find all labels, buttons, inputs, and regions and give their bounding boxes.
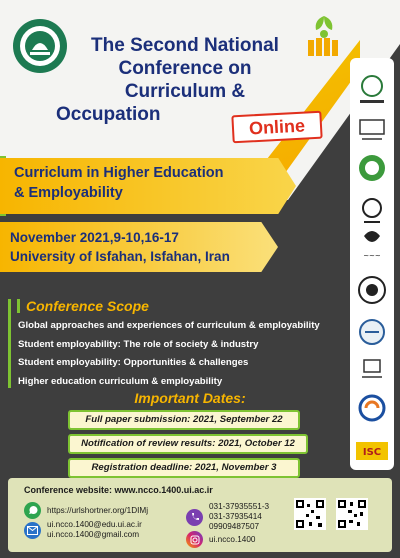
phone-number: 09909487507 <box>209 522 260 531</box>
instagram-contact[interactable] <box>186 531 255 548</box>
subtitle-line-1: Curriclum in Higher Education <box>14 165 224 181</box>
scope-divider <box>8 310 11 388</box>
subtitle-line-2: & Employability <box>14 185 123 201</box>
event-dates: November 2021,9-10,16-17 <box>10 230 179 245</box>
scope-item: Student employability: The role of society & industry <box>18 338 259 350</box>
phone-contact <box>186 502 269 532</box>
email-secondary[interactable]: ui.ncco.1400@gmail.com <box>47 530 140 539</box>
sponsor-logo-1-icon <box>360 76 384 103</box>
phone-number: 031-37935414 <box>209 512 262 521</box>
scope-heading <box>8 294 149 318</box>
event-info <box>10 228 280 266</box>
title-line-1: The Second National <box>91 35 279 56</box>
sponsor-logo-8-icon <box>362 360 382 378</box>
sponsor-logo-3-icon <box>359 155 385 181</box>
sponsor-logo-7-icon <box>360 320 384 344</box>
title-line-2: Conference on <box>118 58 252 79</box>
email-icon <box>24 522 41 539</box>
sponsor-logo-4-icon <box>363 199 381 222</box>
svg-text:ISC: ISC <box>362 447 382 458</box>
whatsapp-icon <box>24 502 41 519</box>
scope-title: Conference Scope <box>26 298 149 314</box>
email-contact[interactable] <box>24 520 142 540</box>
sponsor-logo-5-icon <box>363 231 381 260</box>
sponsor-logo-2-icon <box>360 120 384 140</box>
conference-website[interactable]: Conference website: www.ncco.1400.ui.ac.ir <box>24 485 213 495</box>
email-primary[interactable]: ui.ncco.1400@edu.ui.ac.ir <box>47 520 142 529</box>
scope-list <box>18 317 338 391</box>
important-dates-title: Important Dates: <box>134 390 246 406</box>
sponsor-logo-panel <box>350 58 394 470</box>
svg-text:~~~: ~~~ <box>363 252 381 260</box>
title-line-3: Curriculum & <box>124 81 246 102</box>
qr-code-icon[interactable] <box>336 498 368 530</box>
online-badge: Online <box>231 111 322 144</box>
date-item-paper-submission: Full paper submission: 2021, September 22 <box>68 410 300 430</box>
event-location: University of Isfahan, Isfahan, Iran <box>10 249 230 264</box>
phone-icon <box>186 509 203 526</box>
qr-code-icon[interactable] <box>294 498 326 530</box>
instagram-icon <box>186 531 203 548</box>
title-line-4: Occupation <box>56 104 161 125</box>
date-item-review-notification: Notification of review results: 2021, October 12 <box>68 434 308 454</box>
sponsor-logo-6-icon <box>359 277 385 303</box>
scope-item: Global approaches and experiences of curriculum & employability <box>18 320 320 331</box>
contact-link[interactable]: https://urlshortner.org/1DIMj <box>47 505 149 515</box>
scope-item: Higher education curriculum & employability <box>18 375 223 387</box>
isc-logo-icon <box>356 442 388 460</box>
sponsor-logo-9-icon <box>360 396 384 420</box>
telegram-contact[interactable] <box>24 502 148 519</box>
scope-item: Student employability: Opportunities & challenges <box>18 357 249 368</box>
conference-subtitle <box>14 163 284 203</box>
phone-number: 031-37935551-3 <box>209 502 270 511</box>
instagram-handle[interactable]: ui.ncco.1400 <box>209 534 256 544</box>
date-item-registration-deadline: Registration deadline: 2021, November 3 <box>68 458 300 478</box>
